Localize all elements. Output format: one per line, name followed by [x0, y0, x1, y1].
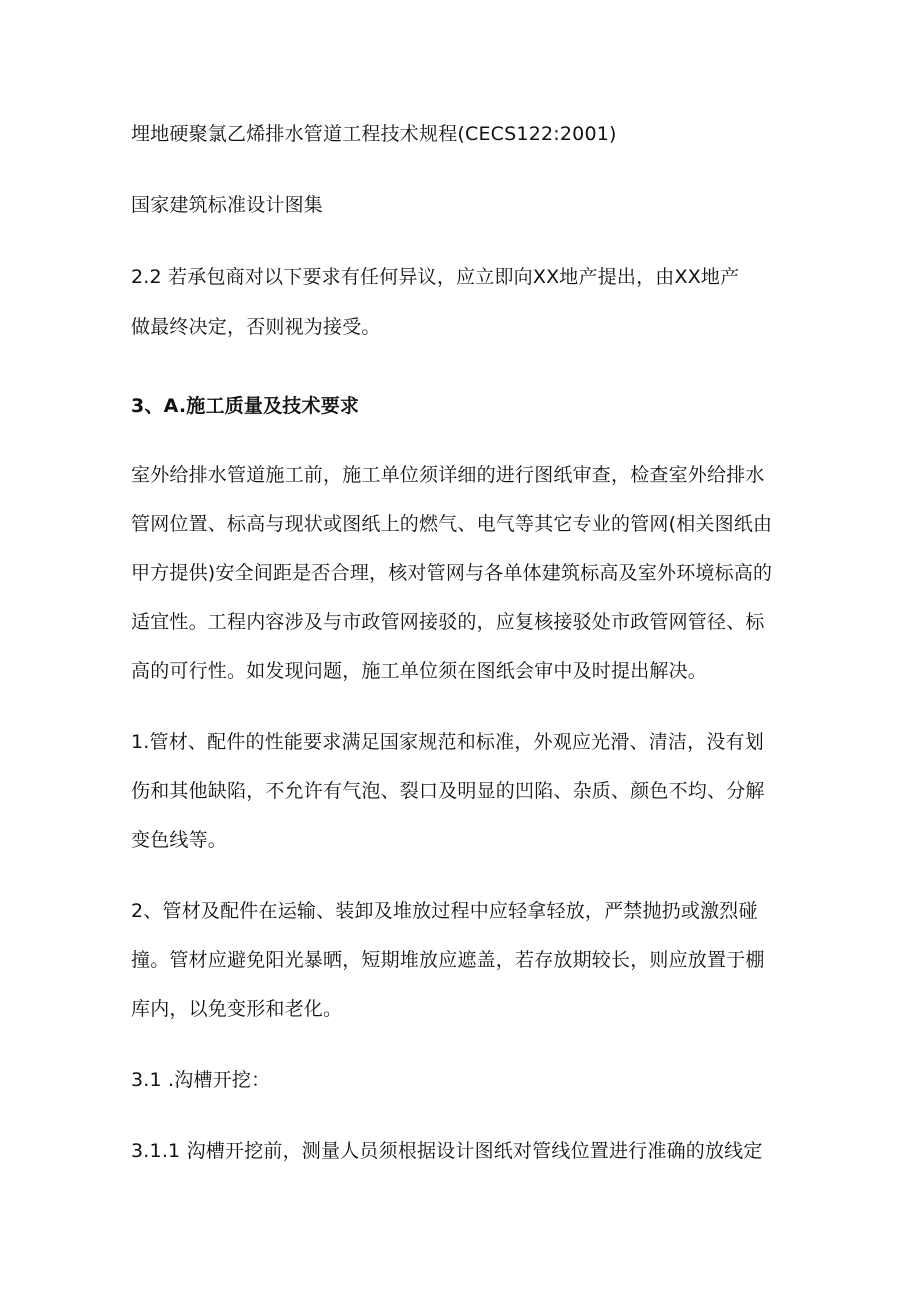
section-3-1-heading: 3.1 .沟槽开挖： — [131, 1069, 271, 1091]
clause-3-1-1-line-1: 3.1.1 沟槽开挖前，测量人员须根据设计图纸对管线位置进行准确的放线定 — [131, 1140, 763, 1162]
section-3-heading: 3、A.施工质量及技术要求 — [131, 395, 360, 417]
item-2-line-1: 2、管材及配件在运输、装卸及堆放过程中应轻拿轻放，严禁抛扔或激烈碰 — [131, 900, 758, 922]
reference-standard-line: 埋地硬聚氯乙烯排水管道工程技术规程(CECS122:2001) — [131, 123, 617, 145]
paragraph-intro-line-5: 高的可行性。如发现问题，施工单位须在图纸会审中及时提出解决。 — [131, 660, 708, 682]
clause-2-2-line-1: 2.2 若承包商对以下要求有任何异议，应立即向XX地产提出，由XX地产 — [131, 266, 740, 288]
item-2-line-3: 库内，以免变形和老化。 — [131, 998, 343, 1020]
paragraph-intro-line-4: 适宜性。工程内容涉及与市政管网接驳的，应复核接驳处市政管网管径、标 — [131, 611, 765, 633]
item-1-line-1: 1.管材、配件的性能要求满足国家规范和标准，外观应光滑、清洁，没有划 — [131, 731, 764, 753]
reference-atlas-line: 国家建筑标准设计图集 — [131, 194, 324, 216]
item-1-line-2: 伤和其他缺陷，不允许有气泡、裂口及明显的凹陷、杂质、颜色不均、分解 — [131, 780, 765, 802]
clause-2-2-line-2: 做最终决定，否则视为接受。 — [131, 316, 381, 338]
paragraph-intro-line-3: 甲方提供)安全间距是否合理，核对管网与各单体建筑标高及室外环境标高的 — [131, 562, 773, 584]
paragraph-intro-line-1: 室外给排水管道施工前，施工单位须详细的进行图纸审查，检查室外给排水 — [131, 464, 765, 486]
paragraph-intro-line-2: 管网位置、标高与现状或图纸上的燃气、电气等其它专业的管网(相关图纸由 — [131, 513, 773, 535]
item-2-line-2: 撞。管材应避免阳光暴晒，短期堆放应遮盖，若存放期较长，则应放置于棚 — [131, 949, 765, 971]
item-1-line-3: 变色线等。 — [131, 829, 228, 851]
